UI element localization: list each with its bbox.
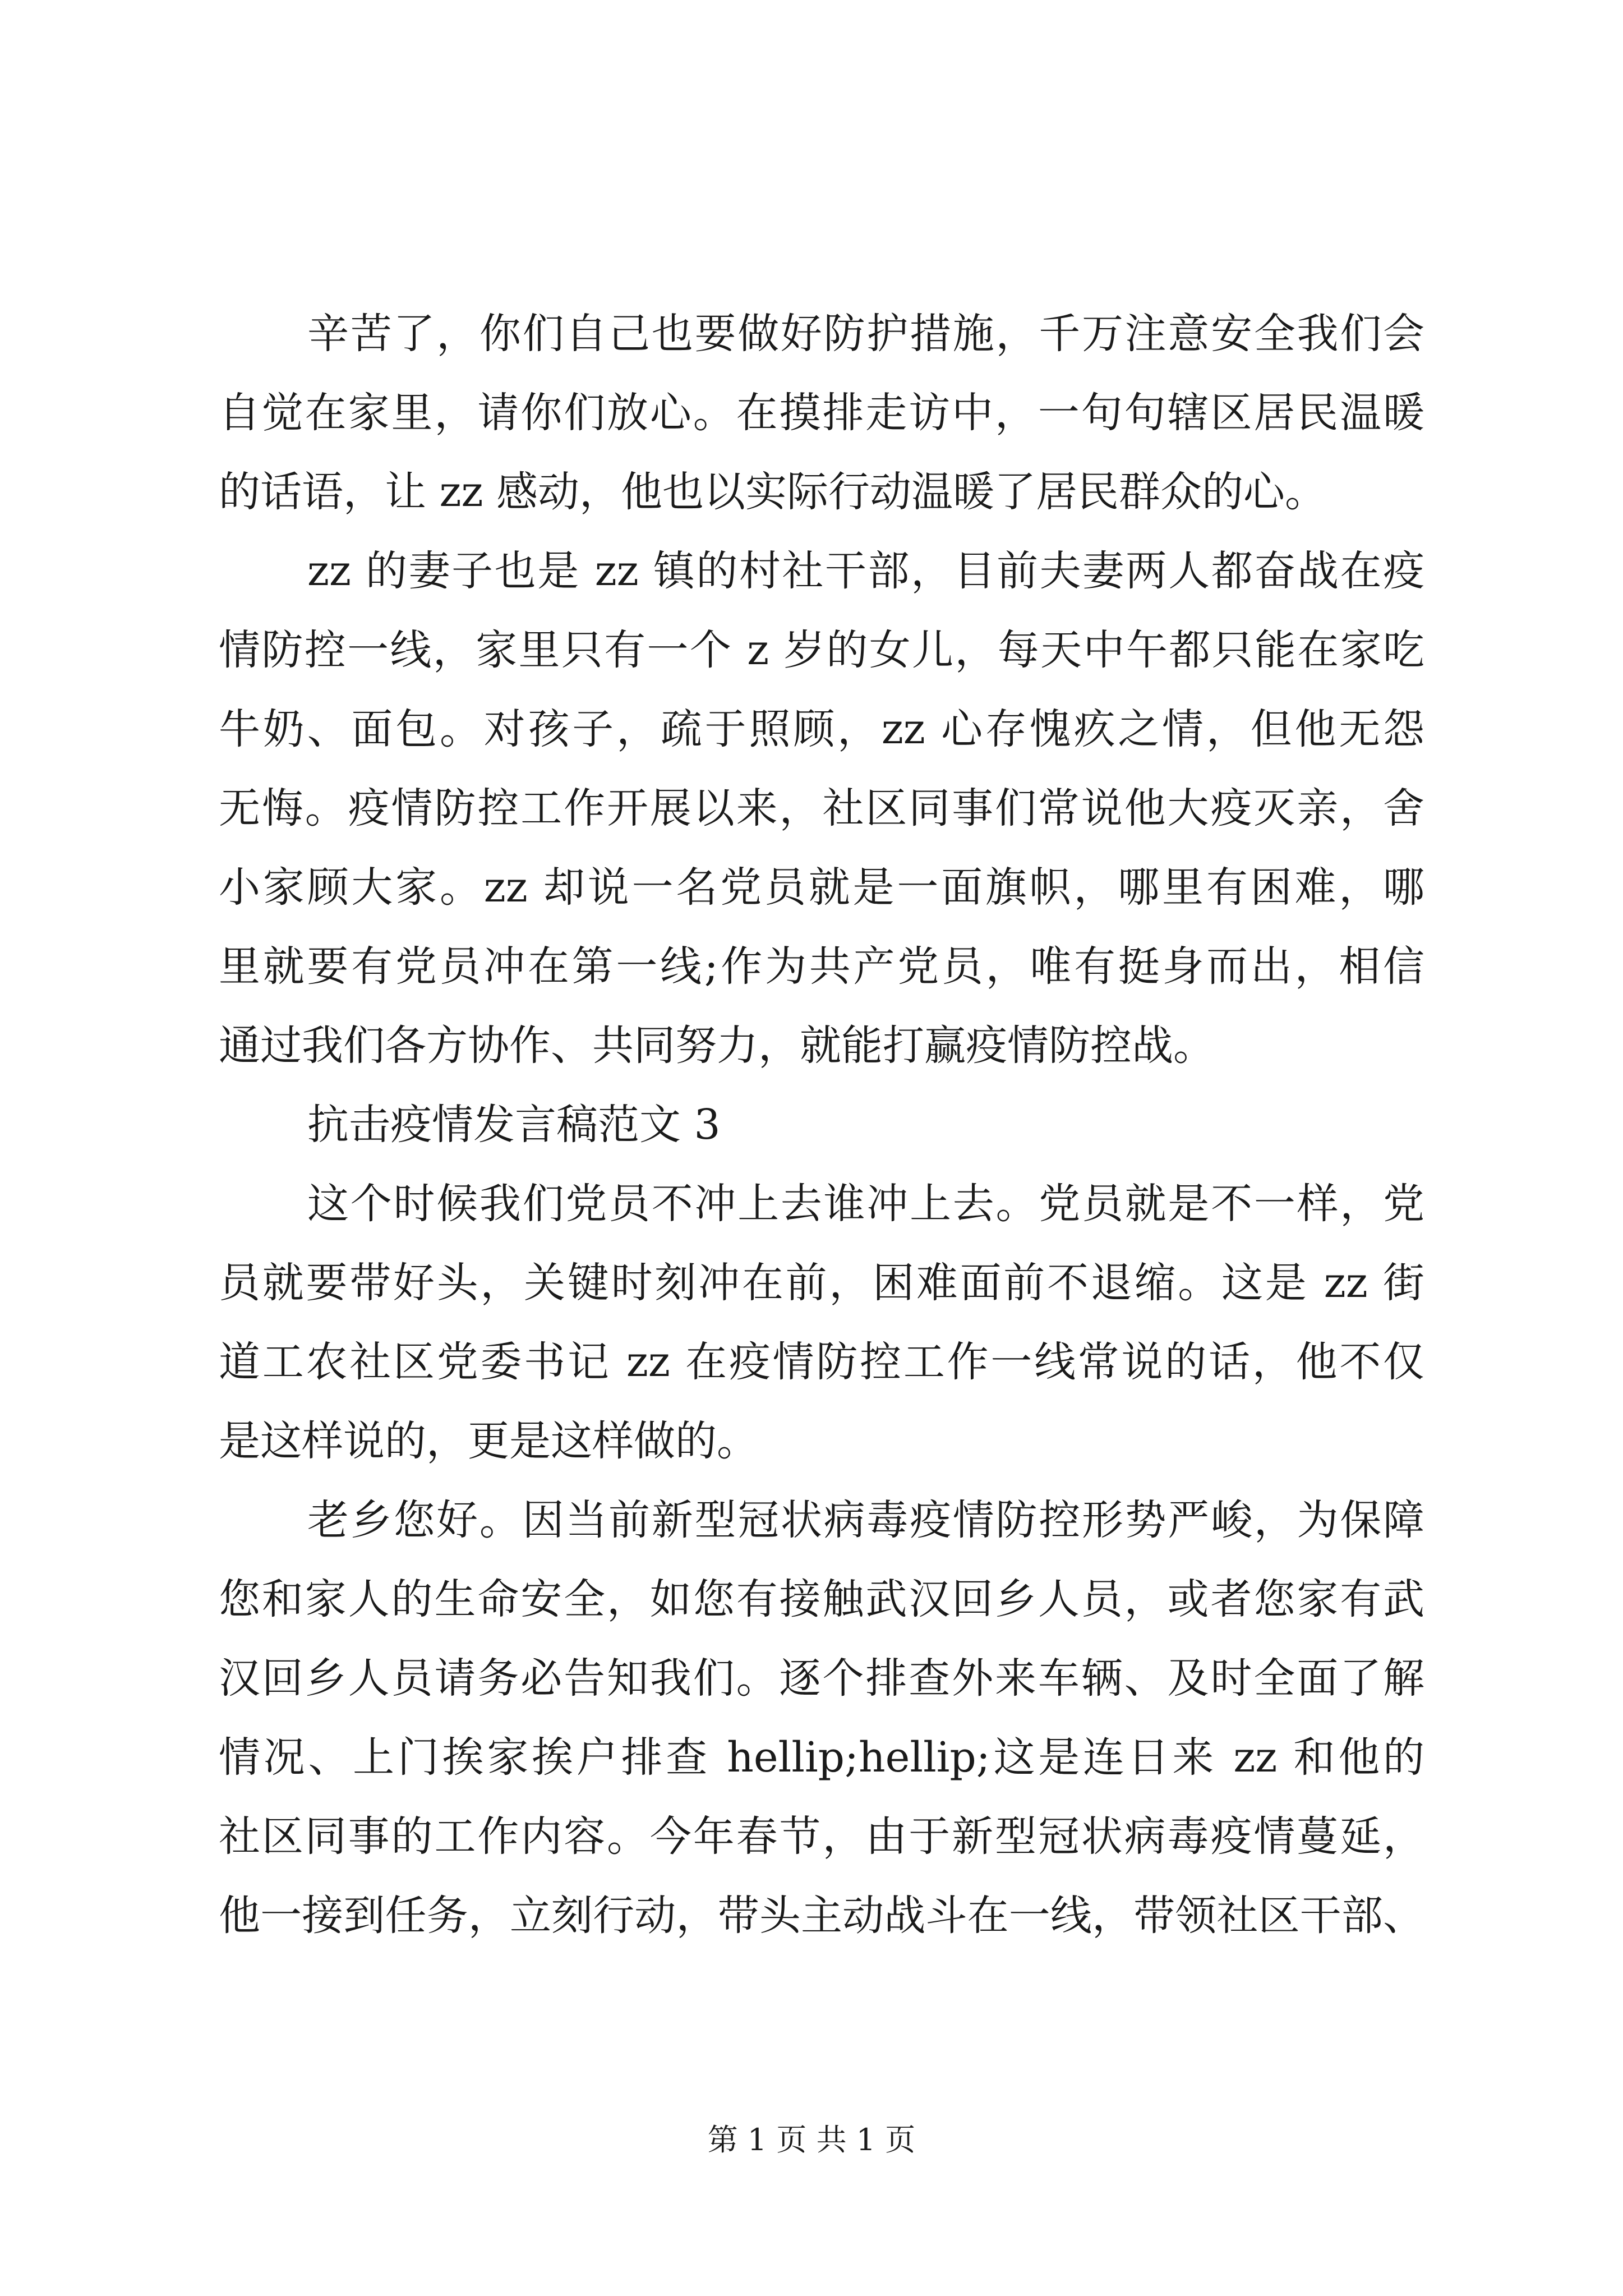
document-body bbox=[219, 295, 1424, 1955]
page-footer bbox=[0, 2120, 1623, 2160]
heading-line: 抗击疫情发言稿范文 3 bbox=[307, 1101, 721, 1149]
text-line: 他一接到任务，立刻行动，带头主动战斗在一线，带领社区干部、 bbox=[219, 1892, 1424, 1940]
paragraph bbox=[219, 295, 1424, 532]
text-line: 您和家人的生命安全，如您有接触武汉回乡人员，或者您家有武 bbox=[219, 1575, 1424, 1623]
text-line: 情防控一线，家里只有一个 z 岁的女儿，每天中午都只能在家吃 bbox=[219, 626, 1424, 674]
text-line: 辛苦了，你们自己也要做好防护措施，千万注意安全我们会 bbox=[307, 310, 1424, 358]
section-heading bbox=[219, 1085, 1424, 1165]
text-line: 的话语，让 zz 感动，他也以实际行动温暖了居民群众的心。 bbox=[219, 468, 1327, 516]
text-line: 员就要带好头，关键时刻冲在前，困难面前不退缩。这是 zz 街 bbox=[219, 1259, 1424, 1307]
paragraph bbox=[219, 1165, 1424, 1481]
text-line: 是这样说的，更是这样做的。 bbox=[219, 1417, 758, 1465]
text-line: 里就要有党员冲在第一线;作为共产党员，唯有挺身而出，相信 bbox=[219, 942, 1424, 991]
text-line: 无悔。疫情防控工作开展以来，社区同事们常说他大疫灭亲，舍 bbox=[219, 784, 1424, 832]
text-line: zz 的妻子也是 zz 镇的村社干部，目前夫妻两人都奋战在疫 bbox=[307, 547, 1424, 595]
text-line: 通过我们各方协作、共同努力，就能打赢疫情防控战。 bbox=[219, 1022, 1215, 1070]
paragraph bbox=[219, 1481, 1424, 1955]
text-line: 社区同事的工作内容。今年春节，由于新型冠状病毒疫情蔓延， bbox=[219, 1812, 1424, 1861]
page-number-label: 第 1 页 共 1 页 bbox=[707, 2122, 916, 2157]
text-line: 汉回乡人员请务必告知我们。逐个排查外来车辆、及时全面了解 bbox=[219, 1654, 1424, 1703]
paragraph bbox=[219, 532, 1424, 1085]
text-line: 小家顾大家。zz 却说一名党员就是一面旗帜，哪里有困难，哪 bbox=[219, 863, 1424, 912]
text-line: 老乡您好。因当前新型冠状病毒疫情防控形势严峻，为保障 bbox=[307, 1496, 1424, 1544]
text-line: 牛奶、面包。对孩子，疏于照顾，zz 心存愧疚之情，但他无怨 bbox=[219, 705, 1424, 753]
text-line: 情况、上门挨家挨户排查 hellip;hellip;这是连日来 zz 和他的 bbox=[219, 1733, 1424, 1782]
text-line: 道工农社区党委书记 zz 在疫情防控工作一线常说的话，他不仅 bbox=[219, 1338, 1424, 1386]
text-line: 自觉在家里，请你们放心。在摸排走访中，一句句辖区居民温暖 bbox=[219, 389, 1424, 437]
text-line: 这个时候我们党员不冲上去谁冲上去。党员就是不一样，党 bbox=[307, 1180, 1424, 1228]
